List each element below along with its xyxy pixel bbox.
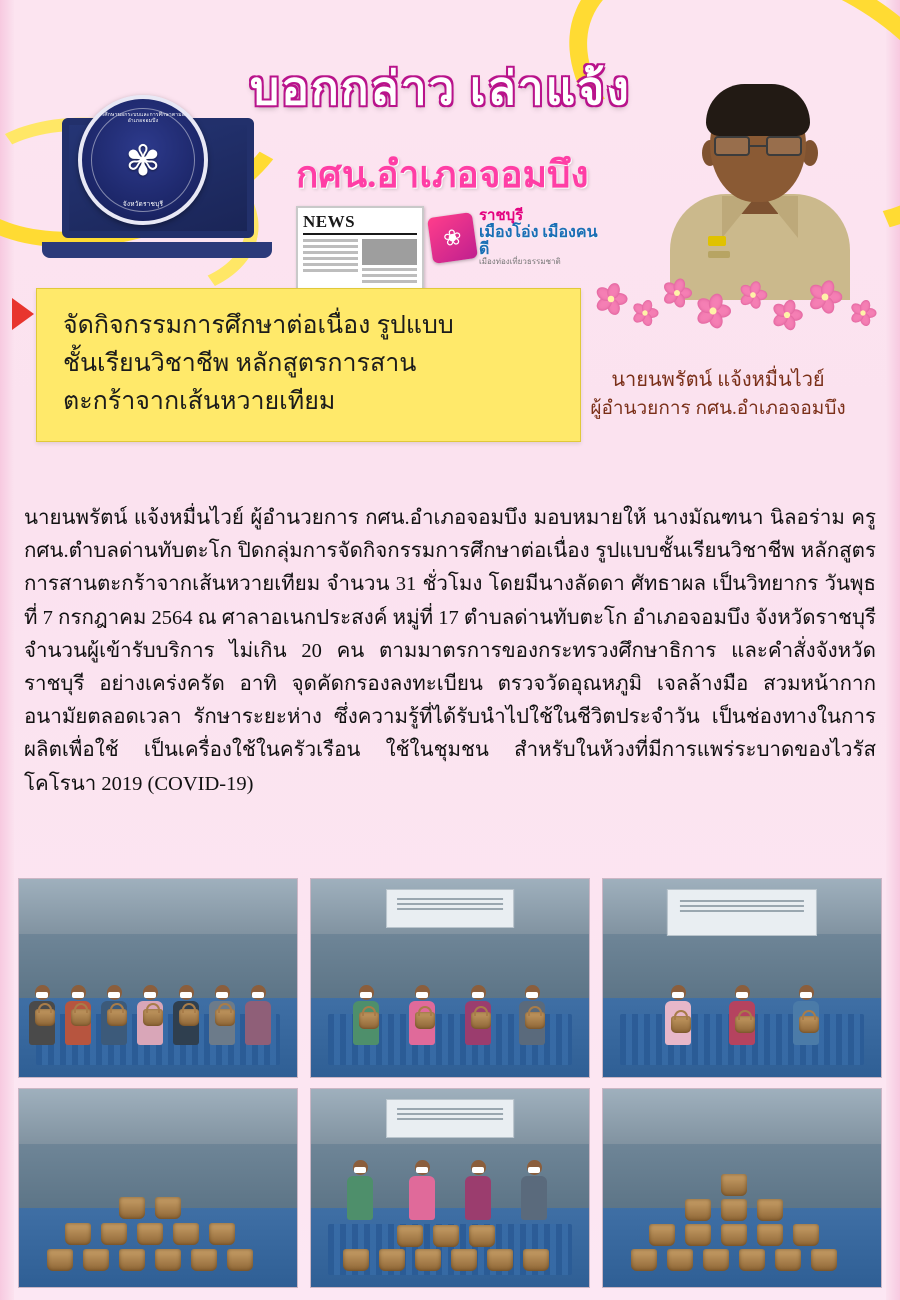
newspaper-illustration <box>296 206 424 292</box>
ratchaburi-logo-line3: เมืองท่องเที่ยวธรรมชาติ <box>478 257 561 267</box>
poster-title-sub: กศน.อำเภอจอมบึง <box>296 155 589 196</box>
photo-6[interactable] <box>602 1088 882 1288</box>
article-body <box>14 502 886 801</box>
photo-1[interactable] <box>18 878 298 1078</box>
organization-emblem-icon <box>78 95 208 225</box>
ratchaburi-logo-line2: เมืองโอ่ง เมืองคนดี <box>478 223 598 258</box>
newspaper-title: NEWS <box>303 212 417 235</box>
title-arrow-icon <box>12 298 34 330</box>
emblem-top-text: ศูนย์การศึกษานอกระบบและการศึกษาตามอัธยาศัยอำเภอจอมบึง <box>85 113 201 125</box>
photo-4[interactable] <box>18 1088 298 1288</box>
portrait-collar-left <box>722 196 756 238</box>
portrait-collar-right <box>764 196 798 238</box>
director-name: นายนพรัตน์ แจ้งหมื่นไวย์ <box>611 369 825 391</box>
ratchaburi-logo-text <box>479 209 605 267</box>
emblem-bottom-text: จังหวัดราชบุรี <box>122 200 164 208</box>
portrait-badge <box>708 236 726 246</box>
poster-title-main: บอกกล่าว เล่าแจ้ง <box>250 63 631 114</box>
director-position: ผู้อำนวยการ กศน.อำเภอจอมบึง <box>590 398 846 419</box>
ratchaburi-mark-icon: ❀ <box>427 212 478 264</box>
portrait-glasses-icon <box>714 136 802 156</box>
basket-pile-1 <box>41 1162 275 1271</box>
newspaper-column-right <box>362 239 417 286</box>
activity-title-line-2: ชั้นเรียนวิชาชีพ หลักสูตรการสาน <box>63 350 417 377</box>
ratchaburi-province-logo <box>430 200 605 276</box>
ratchaburi-logo-line1: ราชบุรี <box>478 208 524 225</box>
photo-3[interactable] <box>602 878 882 1078</box>
director-portrait <box>664 84 856 300</box>
activity-title-line-3: ตะกร้าจากเส้นหวายเทียม <box>63 388 336 415</box>
portrait-hair <box>706 84 810 136</box>
activity-title-line-1: จัดกิจกรรมการศึกษาต่อเนื่อง รูปแบบ <box>63 312 454 339</box>
basket-pile-2 <box>333 1208 567 1271</box>
newspaper-column-left <box>303 239 358 286</box>
poster-header <box>0 0 900 300</box>
basket-pile-pyramid <box>625 1162 859 1271</box>
newspaper-body <box>303 239 417 286</box>
flower-decoration <box>596 276 896 336</box>
photo-gallery <box>18 878 882 1288</box>
activity-title-box <box>36 288 581 442</box>
laptop-base <box>42 242 272 258</box>
article-paragraph: นายนพรัตน์ แจ้งหมื่นไวย์ ผู้อำนวยการ กศน.อำเภอจอมบึง มอบหมายให้ นางมัณฑนา นิลอร่าม ครู กศน.ตำบลด่านทับตะโก ปิดกลุ่มการจัดกิจกรรมการศึกษาต่อเนื่อง รูปแบบชั้นเรียนวิชาชีพ หลักสูตรการสานตะกร้าจากเส้นหวายเทียม จำนวน 31 ชั่วโมง โดยมีนางลัดดา ศัทธาผล เป็นวิทยากร วันพุธที่ 7 กรกฎาคม 2564 ณ ศาลาอเนกประสงค์ หมู่ที่ 17 ตำบลด่านทับตะโก อำเภอจอมบึง จังหวัดราชบุรี จำนวนผู้เข้ารับบริการ ไม่เกิน 20 คน ตามมาตรการของกระทรวงศึกษาธิการ และคำสั่งจังหวัดราชบุรี อย่างเคร่งครัด อาทิ จุดคัดกรองลงทะเบียน ตรวจวัดอุณหภูมิ เจลล้างมือ สวมหน้ากากอนามัยตลอดเวลา รักษาระยะห่าง ซึ่งความรู้ที่ได้รับนำไปใช้ในชีวิตประจำวัน เป็นช่องทางในการผลิตเพื่อใช้ เป็นเครื่องใช้ในครัวเรือน ใช้ในชุมชน สำหรับในห้วงที่มีการแพร่ระบาดของไวรัสโคโรนา 2019 (COVID-19) <box>24 507 876 795</box>
director-name-caption <box>568 366 868 423</box>
photo-5[interactable] <box>310 1088 590 1288</box>
photo-2[interactable] <box>310 878 590 1078</box>
portrait-badge-secondary <box>708 251 730 258</box>
emblem-center-glyph: ✾ <box>125 139 161 185</box>
